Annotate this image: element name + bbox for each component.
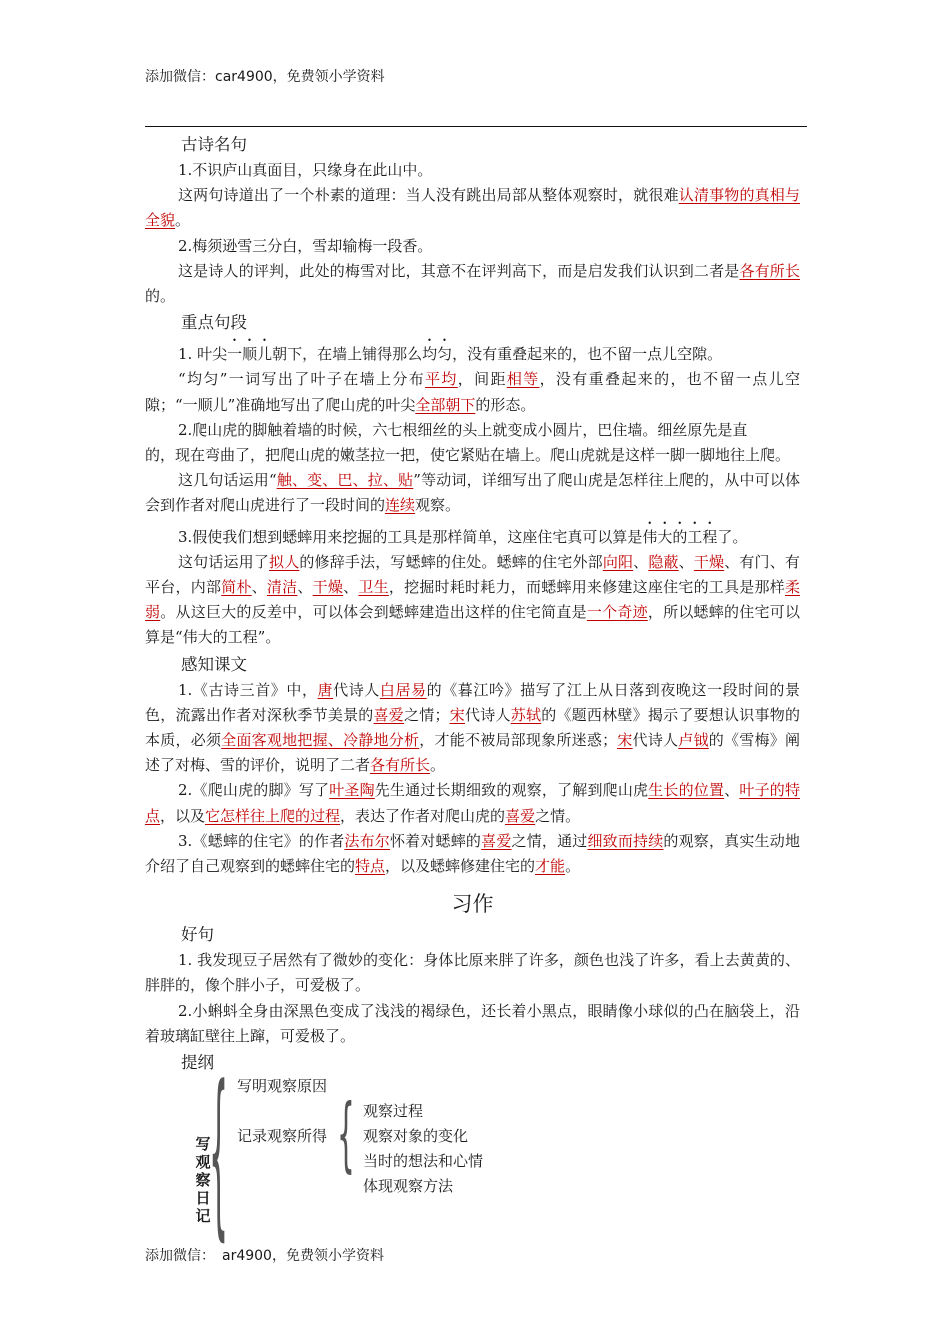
answer-underline: 拟人 bbox=[269, 552, 300, 571]
paragraph bbox=[145, 778, 800, 828]
text-run: 代诗人 bbox=[465, 705, 511, 724]
answer-underline: 唐 bbox=[317, 680, 334, 699]
paragraph bbox=[145, 418, 800, 468]
paragraph bbox=[145, 367, 800, 417]
outline-heading: 提纲 bbox=[181, 1053, 214, 1073]
paragraph bbox=[145, 829, 800, 879]
text-run: 的《题西林壁》揭示了要想认识事物的本质，必须 bbox=[145, 705, 800, 750]
header-watermark: 添加微信：car4900，免费领小学资料 bbox=[145, 69, 385, 85]
answer-underline: 一个奇迹 bbox=[586, 603, 648, 622]
text-run: ”等动词，详细写出了爬山虎是怎样往上爬的，从中可以体会到作者对爬山虎进行了一段时间的 bbox=[145, 471, 801, 515]
text-run: 1. 叶尖 bbox=[178, 345, 228, 364]
text-run: 。 bbox=[175, 211, 191, 230]
footer-watermark bbox=[145, 1246, 384, 1266]
paragraph bbox=[145, 336, 800, 367]
answer-underline: 各有所长 bbox=[370, 756, 431, 775]
text-run: ，没有重叠起来的，也不留一点儿空隙。 bbox=[452, 345, 723, 364]
text-run: 的形态。 bbox=[475, 395, 536, 414]
answer-underline: 干燥 bbox=[693, 552, 725, 571]
answer-underline: 生长的位置 bbox=[648, 781, 725, 800]
text-run: 的《雪梅》阐述了对梅、雪的评价，说明了二者 bbox=[145, 731, 800, 775]
text-run: ，才能不被局部现象所迷惑； bbox=[419, 731, 618, 750]
text-run: 。 bbox=[565, 857, 581, 876]
text-run: 这句话运用了 bbox=[178, 552, 270, 571]
answer-underline: 卢钺 bbox=[678, 731, 709, 750]
paragraph bbox=[145, 519, 800, 550]
answer-underline: 宋 bbox=[449, 705, 465, 724]
answer-underline: 清洁 bbox=[266, 578, 298, 597]
section-heading: 感知课文 bbox=[181, 654, 247, 674]
section-heading: 古诗名句 bbox=[181, 135, 247, 154]
good-sentence: 1. 我发现豆子居然有了微妙的变化：身体比原来胖了许多，颜色也浅了许多，看上去黄黄的、胖胖的，像个胖小子，可爱极了。 bbox=[145, 951, 800, 995]
answer-underline: 宋 bbox=[617, 731, 633, 750]
outer-brace: { bbox=[209, 1052, 229, 1263]
outline-level1-item: 写明观察原因 bbox=[237, 1077, 328, 1096]
paragraph bbox=[145, 259, 800, 309]
text-run: 3.假使我们想到蟋蟀用来挖掘的工具是那样简单，这座住宅真可以算是 bbox=[178, 527, 643, 546]
answer-underline: 全部朝下 bbox=[415, 395, 476, 414]
answer-underline: 它怎样往上爬的过程 bbox=[205, 806, 341, 825]
good-sentences-heading: 好句 bbox=[181, 925, 214, 945]
text-run: “均匀”一词写出了叶子在墙上分布 bbox=[178, 370, 426, 389]
text-run: 2.爬山虎的脚触着墙的时候，六七根细丝的头上就变成小圆片，巴住墙。细丝原先是直 bbox=[178, 420, 748, 439]
text-run: 。 bbox=[430, 756, 446, 775]
text-run: 这两句诗道出了一个朴素的道理：当人没有跳出局部从整体观察时，就很难 bbox=[178, 186, 679, 205]
text-run: 了。 bbox=[717, 527, 748, 546]
text-run: 、 bbox=[724, 781, 740, 800]
paragraph bbox=[145, 158, 800, 183]
header-rule bbox=[145, 126, 807, 127]
answer-underline: 干燥 bbox=[312, 578, 344, 597]
text-run: 之情。 bbox=[535, 806, 581, 825]
text-run: 1.《古诗三首》中， bbox=[178, 680, 318, 699]
paragraph bbox=[145, 678, 800, 779]
answer-underline: 喜爱 bbox=[505, 806, 536, 825]
answer-underline: 卫生 bbox=[358, 578, 389, 597]
section-heading: 重点句段 bbox=[181, 313, 247, 333]
outline-level2-item: 观察对象的变化 bbox=[363, 1127, 469, 1146]
text-run: 、 bbox=[297, 578, 313, 597]
answer-underline: 各有所长 bbox=[739, 261, 800, 280]
text-run: 之情，通过 bbox=[511, 831, 588, 850]
text-run: ，挖掘时耗时耗力，而蟋蟀用来修建这座住宅的工具是那样 bbox=[388, 578, 785, 597]
paragraph bbox=[145, 234, 800, 259]
text-run: 的修辞手法，写蟋蟀的住处。蟋蟀的住宅外部 bbox=[299, 552, 603, 571]
outline-level1-item: 记录观察所得 bbox=[237, 1127, 328, 1146]
outline-level2-item: 观察过程 bbox=[363, 1102, 424, 1121]
answer-underline: 喜爱 bbox=[481, 831, 512, 850]
emphasis-text: 均匀 bbox=[422, 345, 453, 364]
footer-watermark-suffix: ar4900，免费领小学资料 bbox=[222, 1248, 384, 1264]
text-run: 、 bbox=[343, 578, 359, 597]
outline-root: 写观察日记 bbox=[195, 1135, 211, 1226]
text-run: ，间距 bbox=[457, 370, 507, 389]
answer-underline: 隐蔽 bbox=[648, 552, 679, 571]
answer-underline: 叶子的特点 bbox=[145, 781, 800, 825]
answer-underline: 柔弱 bbox=[145, 578, 800, 622]
text-run: ，表达了作者对爬山虎的 bbox=[340, 806, 506, 825]
text-run: 代诗人 bbox=[333, 680, 380, 699]
text-run: 代诗人 bbox=[632, 731, 679, 750]
text-run: 3.《蟋蟀的住宅》的作者 bbox=[178, 831, 345, 850]
answer-underline: 连续 bbox=[385, 496, 416, 515]
text-run: 这几句话运用“ bbox=[178, 471, 277, 490]
text-run: ，以及蟋蟀修建住宅的 bbox=[385, 857, 536, 876]
outline-level2-item: 体现观察方法 bbox=[363, 1177, 454, 1196]
text-run: 先生通过长期细致的观察，了解到爬山虎 bbox=[374, 781, 649, 800]
footer-watermark-prefix: 添加微信： bbox=[145, 1248, 215, 1264]
inner-brace: { bbox=[337, 1086, 355, 1183]
answer-underline: 苏轼 bbox=[510, 705, 542, 724]
text-run: ，所以蟋蟀的住宅可以算是“伟大的工程”。 bbox=[145, 603, 800, 647]
footer-gap bbox=[215, 1248, 222, 1264]
text-run: 的观察，真实生动地介绍了自己观察到的蟋蟀住宅的 bbox=[145, 831, 800, 876]
text-run: ，没有重叠起来的，也不留一点儿空隙；“一顺儿”准确地写出了爬山虎的叶尖 bbox=[145, 370, 800, 414]
text-run: 朝下，在墙上铺得那么 bbox=[272, 345, 423, 364]
answer-underline: 才能 bbox=[535, 857, 566, 876]
text-run: ，以及 bbox=[160, 806, 206, 825]
answer-underline: 特点 bbox=[355, 857, 386, 876]
text-run: 、有门、有平台，内部 bbox=[145, 552, 800, 597]
answer-underline: 平均 bbox=[425, 370, 458, 389]
text-run: 这是诗人的评判，此处的梅雪对比，其意不在评判高下，而是启发我们认识到二者是 bbox=[178, 261, 740, 280]
composition-title: 习作 bbox=[451, 892, 494, 917]
answer-underline: 喜爱 bbox=[373, 705, 405, 724]
answer-underline: 认清事物的真相与全貌 bbox=[145, 186, 800, 230]
answer-underline: 白居易 bbox=[379, 680, 427, 699]
text-run: 、 bbox=[678, 552, 694, 571]
emphasis-text: 伟大的工程 bbox=[642, 527, 718, 546]
text-run: 的《暮江吟》描写了江上从日落到夜晚这一段时间的景色，流露出作者对深秋季节美景的 bbox=[145, 680, 800, 724]
text-run: 观察。 bbox=[415, 496, 461, 515]
paragraph bbox=[145, 468, 800, 518]
answer-underline: 法布尔 bbox=[344, 831, 390, 850]
paragraph bbox=[145, 550, 800, 651]
answer-underline: 叶圣陶 bbox=[329, 781, 375, 800]
text-run: 、 bbox=[633, 552, 649, 571]
answer-underline: 简朴 bbox=[221, 578, 252, 597]
answer-underline: 相等 bbox=[506, 370, 540, 389]
text-run: 的。 bbox=[145, 287, 176, 306]
answer-underline: 细致而持续 bbox=[587, 831, 664, 850]
outline-level2-item: 当时的想法和心情 bbox=[363, 1152, 484, 1171]
text-run: 的，现在弯曲了，把爬山虎的嫩茎拉一把，使它紧贴在墙上。爬山虎就是这样一脚一脚地往上爬。 bbox=[145, 446, 791, 465]
text-run: 、 bbox=[251, 578, 267, 597]
text-run: 。从这巨大的反差中，可以体会到蟋蟀建造出这样的住宅简直是 bbox=[160, 603, 587, 622]
text-run: 1.不识庐山真面目，只缘身在此山中。 bbox=[178, 161, 433, 179]
paragraph bbox=[145, 183, 800, 233]
text-run: 之情； bbox=[404, 705, 450, 724]
text-run: 2.《爬山虎的脚》写了 bbox=[178, 781, 330, 800]
page-content bbox=[145, 131, 800, 1261]
emphasis-text: 一顺儿 bbox=[227, 345, 273, 364]
text-run: 怀着对蟋蟀的 bbox=[389, 831, 482, 850]
good-sentence: 2.小蝌蚪全身由深黑色变成了浅浅的褐绿色，还长着小黑点，眼睛像小球似的凸在脑袋上，沿着玻璃缸壁往上蹿，可爱极了。 bbox=[145, 1001, 800, 1045]
answer-underline: 向阳 bbox=[602, 552, 634, 571]
text-run: 2.梅须逊雪三分白，雪却输梅一段香。 bbox=[178, 236, 433, 255]
answer-underline: 全面客观地把握、冷静地分析 bbox=[221, 731, 420, 750]
sections bbox=[145, 131, 800, 879]
answer-underline: 触、变、巴、拉、贴 bbox=[276, 471, 414, 490]
